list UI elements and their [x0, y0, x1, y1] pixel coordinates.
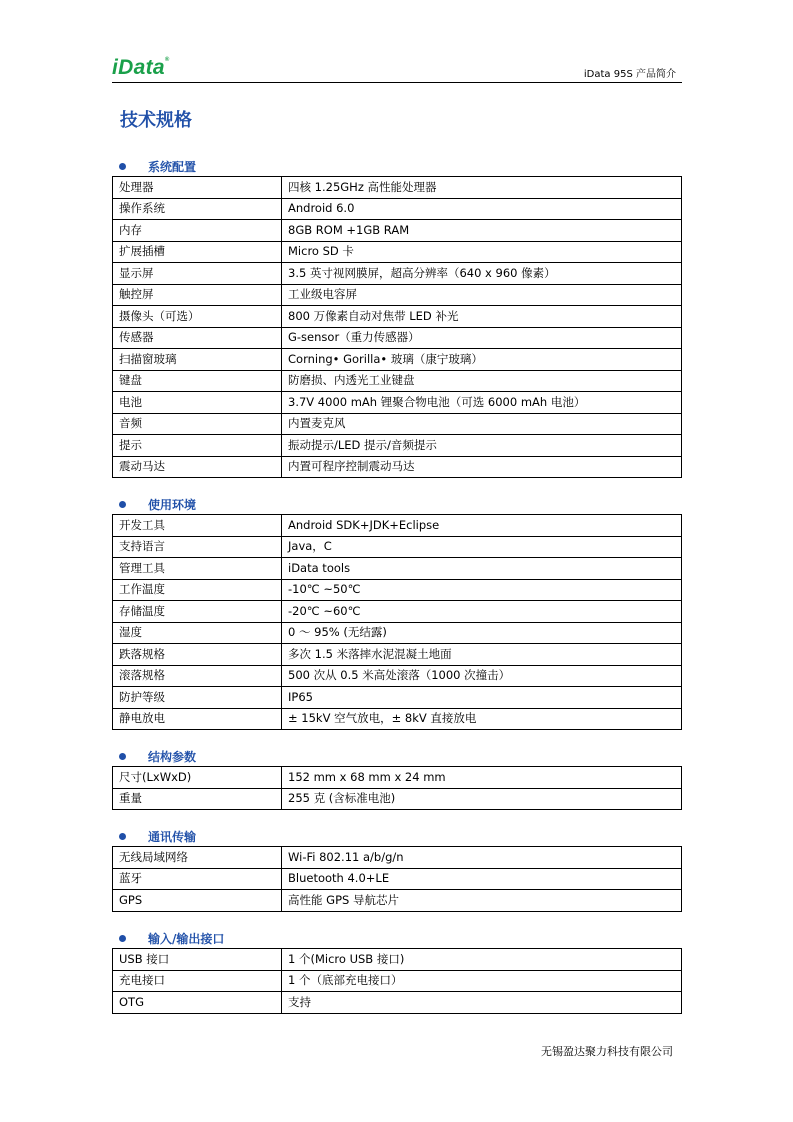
- spec-value: 振动提示/LED 提示/音频提示: [282, 435, 682, 457]
- table-row: [113, 198, 682, 220]
- spec-label: 内存: [113, 220, 282, 242]
- spec-value: 800 万像素自动对焦带 LED 补光: [282, 306, 682, 328]
- spec-label: 扩展插槽: [113, 241, 282, 263]
- table-row: [113, 413, 682, 435]
- spec-label: 处理器: [113, 177, 282, 199]
- table-row: [113, 515, 682, 537]
- table-row: [113, 687, 682, 709]
- spec-value: 3.5 英寸视网膜屏，超高分辨率（640 x 960 像素）: [282, 263, 682, 285]
- spec-value: Micro SD 卡: [282, 241, 682, 263]
- table-row: [113, 788, 682, 810]
- spec-label: 无线局域网络: [113, 847, 282, 869]
- bullet-icon: [119, 753, 126, 760]
- spec-label: 充电接口: [113, 970, 282, 992]
- section-heading: [112, 495, 682, 514]
- table-row: [113, 306, 682, 328]
- spec-table: [112, 846, 682, 912]
- spec-value: Java，C: [282, 536, 682, 558]
- table-row: [113, 949, 682, 971]
- spec-value: -20℃ ~60℃: [282, 601, 682, 623]
- table-row: [113, 327, 682, 349]
- spec-label: 显示屏: [113, 263, 282, 285]
- spec-value: G-sensor（重力传感器）: [282, 327, 682, 349]
- spec-label: 跌落规格: [113, 644, 282, 666]
- table-row: [113, 992, 682, 1014]
- table-row: [113, 220, 682, 242]
- spec-label: 支持语言: [113, 536, 282, 558]
- section-title: 使用环境: [148, 498, 197, 512]
- section-heading: [112, 929, 682, 948]
- section-structure: [112, 747, 682, 810]
- spec-value: 高性能 GPS 导航芯片: [282, 890, 682, 912]
- spec-value: 支持: [282, 992, 682, 1014]
- document-label: iData 95S 产品简介: [583, 69, 676, 80]
- spec-label: GPS: [113, 890, 282, 912]
- bullet-icon: [119, 833, 126, 840]
- table-row: [113, 622, 682, 644]
- table-row: [113, 435, 682, 457]
- section-communication: [112, 827, 682, 912]
- spec-value: 内置可程序控制震动马达: [282, 456, 682, 478]
- spec-label: 键盘: [113, 370, 282, 392]
- spec-label: 操作系统: [113, 198, 282, 220]
- spec-value: 防磨损、内透光工业键盘: [282, 370, 682, 392]
- spec-table: [112, 176, 682, 478]
- table-row: [113, 177, 682, 199]
- spec-label: 蓝牙: [113, 868, 282, 890]
- spec-value: Wi-Fi 802.11 a/b/g/n: [282, 847, 682, 869]
- spec-table: [112, 514, 682, 730]
- bullet-icon: [119, 935, 126, 942]
- table-row: [113, 767, 682, 789]
- spec-value: 1 个(Micro USB 接口): [282, 949, 682, 971]
- spec-label: 湿度: [113, 622, 282, 644]
- table-row: [113, 370, 682, 392]
- spec-label: USB 接口: [113, 949, 282, 971]
- section-title: 通讯传输: [148, 830, 197, 844]
- spec-label: 重量: [113, 788, 282, 810]
- idata-logo: iData®: [112, 56, 170, 79]
- spec-label: 尺寸(LxWxD): [113, 767, 282, 789]
- spec-value: 8GB ROM +1GB RAM: [282, 220, 682, 242]
- bullet-icon: [119, 501, 126, 508]
- spec-table: [112, 766, 682, 810]
- spec-value: Android 6.0: [282, 198, 682, 220]
- spec-value: ± 15kV 空气放电，± 8kV 直接放电: [282, 708, 682, 730]
- table-row: [113, 708, 682, 730]
- footer-company: 无锡盈达聚力科技有限公司: [541, 1045, 673, 1058]
- spec-label: 防护等级: [113, 687, 282, 709]
- spec-label: 摄像头（可选）: [113, 306, 282, 328]
- spec-value: 四核 1.25GHz 高性能处理器: [282, 177, 682, 199]
- spec-label: 工作温度: [113, 579, 282, 601]
- table-row: [113, 970, 682, 992]
- spec-label: 电池: [113, 392, 282, 414]
- spec-value: 多次 1.5 米落摔水泥混凝土地面: [282, 644, 682, 666]
- section-system-config: [112, 157, 682, 478]
- spec-table: [112, 948, 682, 1014]
- section-heading: [112, 157, 682, 176]
- section-io-ports: [112, 929, 682, 1014]
- page-header: [112, 54, 682, 83]
- spec-label: 传感器: [113, 327, 282, 349]
- spec-label: 震动马达: [113, 456, 282, 478]
- table-row: [113, 890, 682, 912]
- spec-label: 扫描窗玻璃: [113, 349, 282, 371]
- spec-value: 3.7V 4000 mAh 锂聚合物电池（可选 6000 mAh 电池）: [282, 392, 682, 414]
- page-title: 技术规格: [120, 110, 192, 131]
- table-row: [113, 644, 682, 666]
- spec-value: Corning• Gorilla• 玻璃（康宁玻璃）: [282, 349, 682, 371]
- section-title: 输入/输出接口: [148, 932, 225, 946]
- spec-value: iData tools: [282, 558, 682, 580]
- section-heading: [112, 747, 682, 766]
- spec-label: 静电放电: [113, 708, 282, 730]
- spec-label: 开发工具: [113, 515, 282, 537]
- table-row: [113, 579, 682, 601]
- table-row: [113, 601, 682, 623]
- spec-value: Bluetooth 4.0+LE: [282, 868, 682, 890]
- spec-label: 触控屏: [113, 284, 282, 306]
- spec-value: 500 次从 0.5 米高处滚落（1000 次撞击）: [282, 665, 682, 687]
- table-row: [113, 868, 682, 890]
- spec-value: 工业级电容屏: [282, 284, 682, 306]
- spec-label: 管理工具: [113, 558, 282, 580]
- spec-value: IP65: [282, 687, 682, 709]
- spec-value: 内置麦克风: [282, 413, 682, 435]
- table-row: [113, 665, 682, 687]
- section-heading: [112, 827, 682, 846]
- spec-label: 滚落规格: [113, 665, 282, 687]
- table-row: [113, 284, 682, 306]
- spec-label: OTG: [113, 992, 282, 1014]
- table-row: [113, 558, 682, 580]
- spec-value: -10℃ ~50℃: [282, 579, 682, 601]
- table-row: [113, 392, 682, 414]
- bullet-icon: [119, 163, 126, 170]
- spec-label: 存储温度: [113, 601, 282, 623]
- section-title: 系统配置: [148, 160, 197, 174]
- section-environment: [112, 495, 682, 730]
- table-row: [113, 456, 682, 478]
- section-title: 结构参数: [148, 750, 197, 764]
- table-row: [113, 349, 682, 371]
- spec-value: Android SDK+JDK+Eclipse: [282, 515, 682, 537]
- spec-label: 音频: [113, 413, 282, 435]
- table-row: [113, 241, 682, 263]
- spec-value: 255 克 (含标准电池): [282, 788, 682, 810]
- spec-value: 1 个（底部充电接口）: [282, 970, 682, 992]
- table-row: [113, 536, 682, 558]
- table-row: [113, 263, 682, 285]
- table-row: [113, 847, 682, 869]
- spec-label: 提示: [113, 435, 282, 457]
- spec-value: 0 ～ 95% (无结露): [282, 622, 682, 644]
- spec-value: 152 mm x 68 mm x 24 mm: [282, 767, 682, 789]
